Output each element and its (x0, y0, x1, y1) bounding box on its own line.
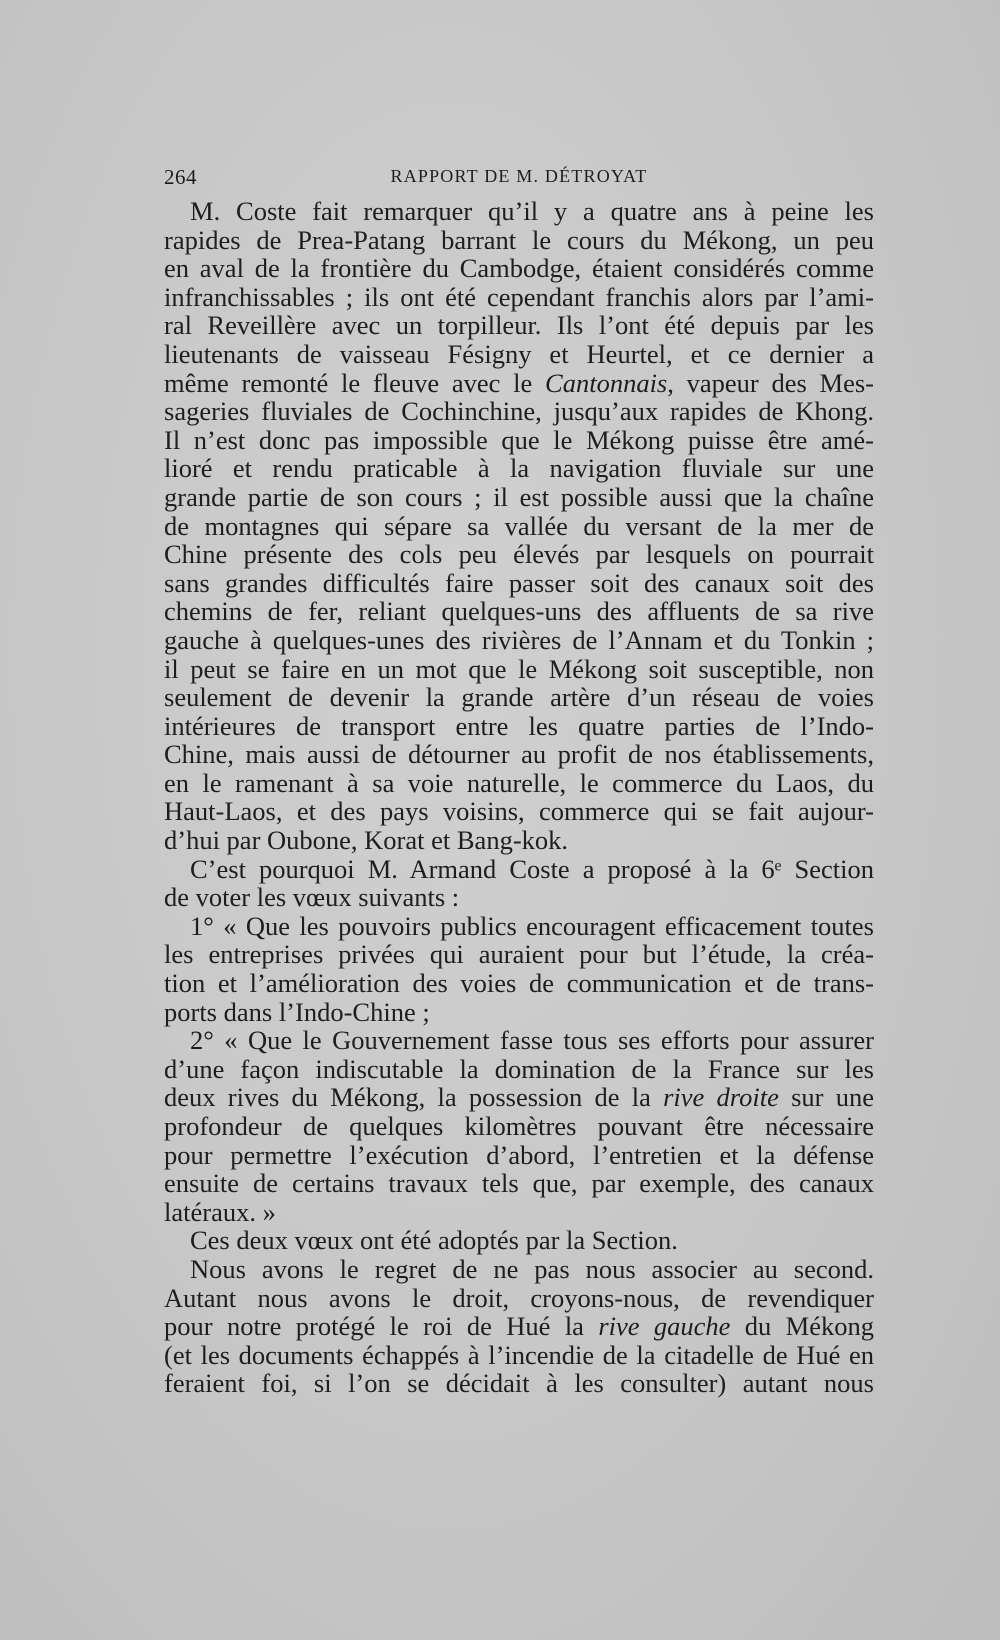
text-line: sans grandes difficultés faire passer soit des canaux soit des (164, 567, 874, 598)
text-line: d’une façon indiscutable la domination de la France sur les (164, 1053, 874, 1084)
text-line: seulement de devenir la grande artère d’un réseau de voies (164, 682, 874, 713)
text-line: intérieures de transport entre les quatre parties de l’Indo- (164, 710, 874, 741)
text-line: en le ramenant à sa voie naturelle, le commerce du Laos, du (164, 767, 874, 798)
text-line: 2° « Que le Gouvernement fasse tous ses efforts pour assurer (190, 1025, 874, 1056)
text-line: 1° « Que les pouvoirs publics encouragent efficacement toutes (190, 910, 874, 941)
text-line: les entreprises privées qui auraient pour but l’étude, la créa- (164, 939, 874, 970)
text-line: d’hui par Oubone, Korat et Bang-kok. (164, 825, 569, 856)
body-text (164, 197, 874, 1398)
text-line: feraient foi, si l’on se décidait à les consulter) autant nous (164, 1368, 874, 1399)
text-line: M. Coste fait remarquer qu’il y a quatre ans à peine les (190, 196, 874, 226)
italic-title: rive droite (663, 1082, 779, 1113)
text-line: Autant nous avons le droit, croyons-nous, de revendiquer (164, 1282, 874, 1313)
text-line: chemins de fer, reliant quelques-uns des affluents de sa rive (164, 596, 874, 627)
text-line: ports dans l’Indo-Chine ; (164, 996, 430, 1027)
text-line: grande partie de son cours ; il est possible aussi que la chaîne (164, 481, 874, 512)
text-segment: sur une (778, 1082, 874, 1113)
text-line: Il n’est donc pas impossible que le Mékong puisse être amé- (164, 424, 874, 455)
text-line: lioré et rendu praticable à la navigation fluviale sur une (164, 453, 874, 484)
text-line: Ces deux vœux ont été adoptés par la Section. (190, 1225, 678, 1256)
text-line: il peut se faire en un mot que le Mékong soit susceptible, non (164, 653, 874, 684)
running-title: RAPPORT DE M. DÉTROYAT (390, 166, 648, 186)
text-line: gauche à quelques-unes des rivières de l’Annam et du Tonkin ; (164, 624, 874, 655)
text-line (164, 1083, 874, 1112)
text-segment: même remonté le fleuve avec le (164, 367, 546, 398)
text-line: rapides de Prea-Patang barrant le cours du Mékong, un peu (164, 224, 874, 255)
text-line: sageries fluviales de Cochinchine, jusqu’aux rapides de Khong. (164, 396, 874, 427)
text-line: tion et l’amélioration des voies de communication et de trans- (164, 968, 874, 999)
text-line (164, 1312, 874, 1341)
text-segment: deux rives du Mékong, la possession de la (164, 1082, 664, 1113)
text-line: pour permettre l’exécution d’abord, l’entretien et la défense (164, 1139, 874, 1170)
text-line: latéraux. » (164, 1196, 276, 1227)
text-line: Chine présente des cols peu élevés par lesquels on pourrait (164, 539, 874, 570)
text-line: C’est pourquoi M. Armand Coste a proposé à la 6ᵉ Section (190, 853, 874, 884)
text-line: ensuite de certains travaux tels que, par exemple, des canaux (164, 1168, 874, 1199)
text-line: Nous avons le regret de ne pas nous associer au second. (190, 1253, 874, 1284)
text-line: lieutenants de vaisseau Fésigny et Heurtel, et ce dernier a (164, 338, 874, 369)
text-line: en aval de la frontière du Cambodge, étaient considérés comme (164, 253, 874, 284)
text-line: profondeur de quelques kilomètres pouvant être nécessaire (164, 1111, 874, 1141)
text-line: Chine, mais aussi de détourner au profit de nos établissements, (164, 739, 874, 770)
text-segment: du Mékong (730, 1311, 874, 1342)
italic-title: Cantonnais (545, 367, 668, 398)
text-line: de voter les vœux suivants : (164, 882, 460, 913)
text-line: de montagnes qui sépare sa vallée du versant de la mer de (164, 510, 874, 541)
text-line (164, 369, 874, 398)
text-line: infranchissables ; ils ont été cependant franchis alors par l’ami- (164, 281, 874, 312)
text-line: (et les documents échappés à l’incendie de la citadelle de Hué en (164, 1339, 874, 1370)
text-line: Haut-Laos, et des pays voisins, commerce qui se fait aujour- (164, 796, 874, 827)
text-segment: , vapeur des Mes- (667, 367, 874, 398)
text-line: ral Reveillère avec un torpilleur. Ils l’ont été depuis par les (164, 310, 874, 341)
page-number: 264 (164, 165, 197, 189)
running-head (164, 165, 874, 195)
italic-title: rive gauche (598, 1311, 731, 1342)
text-segment: pour notre protégé le roi de Hué la (164, 1311, 599, 1342)
